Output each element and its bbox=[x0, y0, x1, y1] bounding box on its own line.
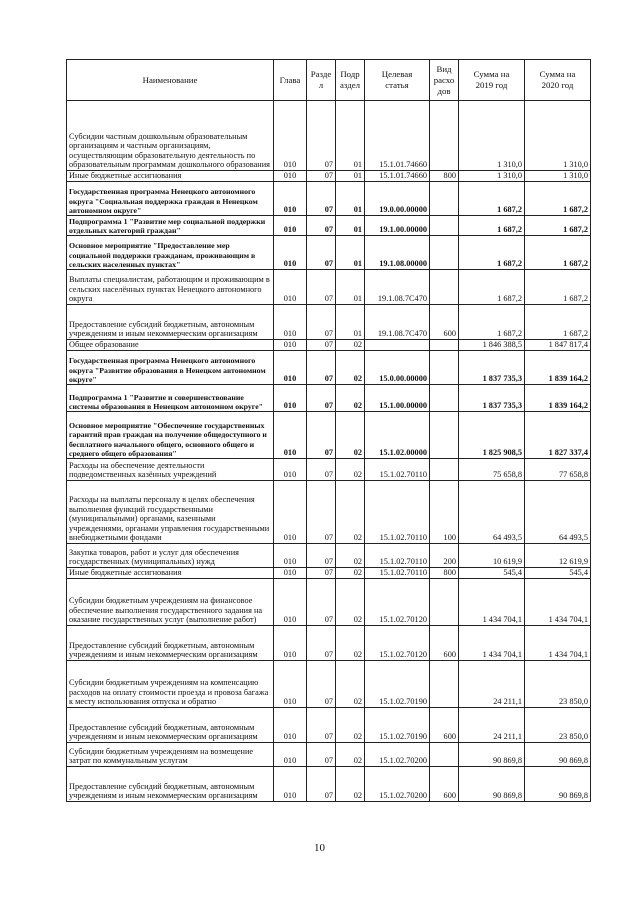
cell-target: 15.1.02.70120 bbox=[365, 626, 430, 661]
cell-chapter: 010 bbox=[274, 661, 307, 708]
cell-name: Предоставление субсидий бюджетным, автономным учреждениям и иным некоммерческим организациям bbox=[67, 708, 274, 743]
cell-chapter: 010 bbox=[274, 351, 307, 385]
cell-target: 15.1.02.70200 bbox=[365, 767, 430, 802]
cell-subsection: 02 bbox=[336, 351, 365, 385]
cell-sum-2020: 1 687,2 bbox=[525, 270, 591, 305]
cell-expense-type: 600 bbox=[430, 708, 459, 743]
table-row bbox=[67, 351, 591, 385]
cell-name: Подпрограмма 1 "Развитие мер социальной поддержки отдельных категорий граждан" bbox=[67, 216, 274, 236]
cell-name: Предоставление субсидий бюджетным, автономным учреждениям и иным некоммерческим организациям bbox=[67, 626, 274, 661]
cell-subsection: 02 bbox=[336, 459, 365, 481]
cell-name: Предоставление субсидий бюджетным, автономным учреждениям и иным некоммерческим организациям bbox=[67, 767, 274, 802]
table-row bbox=[67, 579, 591, 626]
cell-expense-type: 800 bbox=[430, 568, 459, 579]
cell-sum-2020: 90 869,8 bbox=[525, 743, 591, 767]
cell-section: 07 bbox=[307, 767, 336, 802]
cell-subsection: 01 bbox=[336, 182, 365, 216]
header-expense-type: Вид расхо дов bbox=[430, 60, 459, 101]
cell-target: 15.1.02.70190 bbox=[365, 661, 430, 708]
cell-chapter: 010 bbox=[274, 101, 307, 171]
budget-table-container bbox=[66, 59, 590, 802]
cell-target: 15.1.00.00000 bbox=[365, 385, 430, 412]
cell-chapter: 010 bbox=[274, 340, 307, 351]
cell-section: 07 bbox=[307, 340, 336, 351]
cell-section: 07 bbox=[307, 351, 336, 385]
table-row bbox=[67, 182, 591, 216]
cell-sum-2020: 1 687,2 bbox=[525, 182, 591, 216]
cell-target: 15.1.02.70190 bbox=[365, 708, 430, 743]
cell-subsection: 02 bbox=[336, 385, 365, 412]
cell-name: Иные бюджетные ассигнования bbox=[67, 568, 274, 579]
cell-target bbox=[365, 340, 430, 351]
cell-sum-2019: 1 825 908,5 bbox=[459, 412, 525, 459]
cell-sum-2019: 1 846 388,5 bbox=[459, 340, 525, 351]
table-row bbox=[67, 767, 591, 802]
cell-expense-type bbox=[430, 270, 459, 305]
cell-sum-2020: 64 493,5 bbox=[525, 481, 591, 544]
cell-sum-2019: 1 434 704,1 bbox=[459, 626, 525, 661]
cell-sum-2019: 64 493,5 bbox=[459, 481, 525, 544]
cell-subsection: 01 bbox=[336, 101, 365, 171]
header-section: Разде л bbox=[307, 60, 336, 101]
table-header-row bbox=[67, 60, 591, 101]
cell-name: Основное мероприятие "Предоставление мер социальной поддержки гражданам, проживающим в сельских населенных пунктах" bbox=[67, 236, 274, 270]
cell-expense-type bbox=[430, 236, 459, 270]
cell-sum-2019: 24 211,1 bbox=[459, 661, 525, 708]
cell-chapter: 010 bbox=[274, 236, 307, 270]
table-body bbox=[67, 101, 591, 802]
cell-section: 07 bbox=[307, 216, 336, 236]
cell-sum-2020: 90 869,8 bbox=[525, 767, 591, 802]
cell-chapter: 010 bbox=[274, 767, 307, 802]
cell-sum-2019: 1 837 735,3 bbox=[459, 351, 525, 385]
cell-sum-2020: 1 310,0 bbox=[525, 101, 591, 171]
cell-chapter: 010 bbox=[274, 708, 307, 743]
cell-subsection: 02 bbox=[336, 626, 365, 661]
cell-subsection: 02 bbox=[336, 661, 365, 708]
budget-table bbox=[66, 59, 591, 802]
table-row bbox=[67, 481, 591, 544]
cell-section: 07 bbox=[307, 459, 336, 481]
cell-subsection: 02 bbox=[336, 579, 365, 626]
cell-sum-2019: 75 658,8 bbox=[459, 459, 525, 481]
cell-name: Расходы на выплаты персоналу в целях обеспечения выполнения функций государственными (муниципальными) органами, казенными учреждениями, органами управления государственными внебюджетными фондами bbox=[67, 481, 274, 544]
cell-chapter: 010 bbox=[274, 171, 307, 182]
cell-section: 07 bbox=[307, 305, 336, 340]
cell-name: Выплаты специалистам, работающим и проживающим в сельских населённых пунктах Ненецкого автономного округа bbox=[67, 270, 274, 305]
cell-expense-type: 600 bbox=[430, 767, 459, 802]
cell-subsection: 02 bbox=[336, 481, 365, 544]
cell-target: 19.1.00.00000 bbox=[365, 216, 430, 236]
table-row bbox=[67, 385, 591, 412]
cell-section: 07 bbox=[307, 626, 336, 661]
cell-section: 07 bbox=[307, 579, 336, 626]
cell-section: 07 bbox=[307, 481, 336, 544]
cell-target: 15.1.02.70110 bbox=[365, 568, 430, 579]
table-row bbox=[67, 459, 591, 481]
cell-sum-2020: 23 850,0 bbox=[525, 661, 591, 708]
cell-chapter: 010 bbox=[274, 412, 307, 459]
header-sum-2019: Сумма на 2019 год bbox=[459, 60, 525, 101]
cell-chapter: 010 bbox=[274, 270, 307, 305]
cell-sum-2019: 90 869,8 bbox=[459, 767, 525, 802]
cell-expense-type bbox=[430, 340, 459, 351]
cell-subsection: 02 bbox=[336, 743, 365, 767]
cell-name: Государственная программа Ненецкого автономного округа "Социальная поддержка граждан в Ненецком автономном округе" bbox=[67, 182, 274, 216]
cell-name: Расходы на обеспечение деятельности подведомственных казённых учреждений bbox=[67, 459, 274, 481]
cell-sum-2020: 1 434 704,1 bbox=[525, 626, 591, 661]
cell-expense-type bbox=[430, 101, 459, 171]
cell-expense-type bbox=[430, 579, 459, 626]
cell-expense-type: 100 bbox=[430, 481, 459, 544]
table-row bbox=[67, 236, 591, 270]
cell-section: 07 bbox=[307, 182, 336, 216]
cell-name: Субсидии бюджетным учреждениям на возмещение затрат по коммунальным услугам bbox=[67, 743, 274, 767]
table-row bbox=[67, 101, 591, 171]
table-row bbox=[67, 661, 591, 708]
cell-chapter: 010 bbox=[274, 626, 307, 661]
cell-section: 07 bbox=[307, 236, 336, 270]
cell-expense-type: 600 bbox=[430, 626, 459, 661]
cell-subsection: 02 bbox=[336, 568, 365, 579]
cell-chapter: 010 bbox=[274, 568, 307, 579]
cell-name: Государственная программа Ненецкого автономного округа "Развитие образования в Ненецком автономном округе" bbox=[67, 351, 274, 385]
cell-sum-2020: 1 434 704,1 bbox=[525, 579, 591, 626]
cell-target: 15.1.01.74660 bbox=[365, 101, 430, 171]
cell-sum-2019: 90 869,8 bbox=[459, 743, 525, 767]
cell-sum-2019: 1 687,2 bbox=[459, 305, 525, 340]
cell-sum-2020: 1 687,2 bbox=[525, 305, 591, 340]
cell-name: Основное мероприятие "Обеспечение государственных гарантий прав граждан на получение общедоступного и бесплатного начального общего, основного общего и среднего общего образования" bbox=[67, 412, 274, 459]
header-chapter: Глава bbox=[274, 60, 307, 101]
cell-section: 07 bbox=[307, 708, 336, 743]
cell-sum-2019: 1 837 735,3 bbox=[459, 385, 525, 412]
cell-expense-type bbox=[430, 216, 459, 236]
header-subsection: Подр аздел bbox=[336, 60, 365, 101]
cell-sum-2019: 24 211,1 bbox=[459, 708, 525, 743]
cell-subsection: 02 bbox=[336, 340, 365, 351]
cell-subsection: 01 bbox=[336, 236, 365, 270]
cell-sum-2019: 10 619,9 bbox=[459, 544, 525, 568]
cell-subsection: 01 bbox=[336, 171, 365, 182]
cell-sum-2019: 1 687,2 bbox=[459, 270, 525, 305]
cell-subsection: 01 bbox=[336, 216, 365, 236]
cell-target: 15.1.02.70110 bbox=[365, 459, 430, 481]
cell-target: 15.1.02.70120 bbox=[365, 579, 430, 626]
cell-name: Подпрограмма 1 "Развитие и совершенствование системы образования в Ненецком автономном округе" bbox=[67, 385, 274, 412]
cell-section: 07 bbox=[307, 101, 336, 171]
cell-target: 15.1.01.74660 bbox=[365, 171, 430, 182]
cell-target: 15.1.02.70110 bbox=[365, 544, 430, 568]
cell-target: 19.1.08.7С470 bbox=[365, 305, 430, 340]
cell-sum-2019: 1 310,0 bbox=[459, 171, 525, 182]
cell-expense-type: 200 bbox=[430, 544, 459, 568]
cell-name: Субсидии бюджетным учреждениям на компенсацию расходов на оплату стоимости проезда и провоза багажа к месту использования отпуска и обратно bbox=[67, 661, 274, 708]
cell-sum-2020: 1 839 164,2 bbox=[525, 385, 591, 412]
cell-subsection: 02 bbox=[336, 544, 365, 568]
cell-sum-2020: 1 687,2 bbox=[525, 216, 591, 236]
cell-section: 07 bbox=[307, 171, 336, 182]
cell-name: Общее образование bbox=[67, 340, 274, 351]
cell-subsection: 01 bbox=[336, 305, 365, 340]
page-number: 10 bbox=[314, 842, 325, 854]
cell-expense-type bbox=[430, 459, 459, 481]
cell-sum-2020: 1 310,0 bbox=[525, 171, 591, 182]
cell-name: Иные бюджетные ассигнования bbox=[67, 171, 274, 182]
header-target: Целевая статья bbox=[365, 60, 430, 101]
header-sum-2020: Сумма на 2020 год bbox=[525, 60, 591, 101]
cell-sum-2020: 1 847 817,4 bbox=[525, 340, 591, 351]
cell-section: 07 bbox=[307, 544, 336, 568]
cell-chapter: 010 bbox=[274, 216, 307, 236]
cell-target: 19.1.08.7С470 bbox=[365, 270, 430, 305]
table-row bbox=[67, 305, 591, 340]
table-row bbox=[67, 544, 591, 568]
cell-subsection: 01 bbox=[336, 270, 365, 305]
cell-expense-type: 600 bbox=[430, 305, 459, 340]
cell-sum-2019: 1 310,0 bbox=[459, 101, 525, 171]
cell-name: Субсидии частным дошкольным образовательным организациям и частным организациям, осуществляющим образовательную деятельность по образовательным программам дошкольного образования bbox=[67, 101, 274, 171]
table-row bbox=[67, 708, 591, 743]
table-row bbox=[67, 412, 591, 459]
cell-sum-2019: 1 434 704,1 bbox=[459, 579, 525, 626]
cell-name: Закупка товаров, работ и услуг для обеспечения государственных (муниципальных) нужд bbox=[67, 544, 274, 568]
cell-chapter: 010 bbox=[274, 544, 307, 568]
table-row bbox=[67, 171, 591, 182]
cell-sum-2020: 23 850,0 bbox=[525, 708, 591, 743]
cell-section: 07 bbox=[307, 743, 336, 767]
cell-section: 07 bbox=[307, 385, 336, 412]
cell-subsection: 02 bbox=[336, 767, 365, 802]
cell-chapter: 010 bbox=[274, 579, 307, 626]
cell-subsection: 02 bbox=[336, 412, 365, 459]
cell-name: Предоставление субсидий бюджетным, автономным учреждениям и иным некоммерческим организациям bbox=[67, 305, 274, 340]
cell-expense-type bbox=[430, 661, 459, 708]
cell-section: 07 bbox=[307, 661, 336, 708]
cell-chapter: 010 bbox=[274, 459, 307, 481]
cell-section: 07 bbox=[307, 270, 336, 305]
cell-expense-type: 800 bbox=[430, 171, 459, 182]
cell-target: 15.1.02.70200 bbox=[365, 743, 430, 767]
table-row bbox=[67, 340, 591, 351]
table-row bbox=[67, 216, 591, 236]
cell-chapter: 010 bbox=[274, 743, 307, 767]
cell-name: Субсидии бюджетным учреждениям на финансовое обеспечение выполнения государственного задания на оказание государственных услуг (выполнение работ) bbox=[67, 579, 274, 626]
cell-expense-type bbox=[430, 351, 459, 385]
cell-target: 15.1.02.70110 bbox=[365, 481, 430, 544]
cell-sum-2019: 1 687,2 bbox=[459, 236, 525, 270]
cell-chapter: 010 bbox=[274, 385, 307, 412]
cell-expense-type bbox=[430, 182, 459, 216]
cell-sum-2020: 77 658,8 bbox=[525, 459, 591, 481]
cell-chapter: 010 bbox=[274, 182, 307, 216]
cell-section: 07 bbox=[307, 412, 336, 459]
cell-sum-2020: 1 687,2 bbox=[525, 236, 591, 270]
cell-sum-2020: 1 827 337,4 bbox=[525, 412, 591, 459]
cell-sum-2020: 1 839 164,2 bbox=[525, 351, 591, 385]
table-row bbox=[67, 270, 591, 305]
cell-expense-type bbox=[430, 743, 459, 767]
cell-sum-2019: 1 687,2 bbox=[459, 216, 525, 236]
cell-target: 19.1.08.00000 bbox=[365, 236, 430, 270]
cell-expense-type bbox=[430, 412, 459, 459]
table-row bbox=[67, 568, 591, 579]
cell-target: 15.0.00.00000 bbox=[365, 351, 430, 385]
cell-expense-type bbox=[430, 385, 459, 412]
table-row bbox=[67, 626, 591, 661]
cell-sum-2019: 545,4 bbox=[459, 568, 525, 579]
cell-chapter: 010 bbox=[274, 305, 307, 340]
cell-sum-2020: 545,4 bbox=[525, 568, 591, 579]
cell-target: 15.1.02.00000 bbox=[365, 412, 430, 459]
table-row bbox=[67, 743, 591, 767]
cell-sum-2020: 12 619,9 bbox=[525, 544, 591, 568]
header-name: Наименование bbox=[67, 60, 274, 101]
cell-section: 07 bbox=[307, 568, 336, 579]
cell-sum-2019: 1 687,2 bbox=[459, 182, 525, 216]
cell-target: 19.0.00.00000 bbox=[365, 182, 430, 216]
cell-subsection: 02 bbox=[336, 708, 365, 743]
cell-chapter: 010 bbox=[274, 481, 307, 544]
